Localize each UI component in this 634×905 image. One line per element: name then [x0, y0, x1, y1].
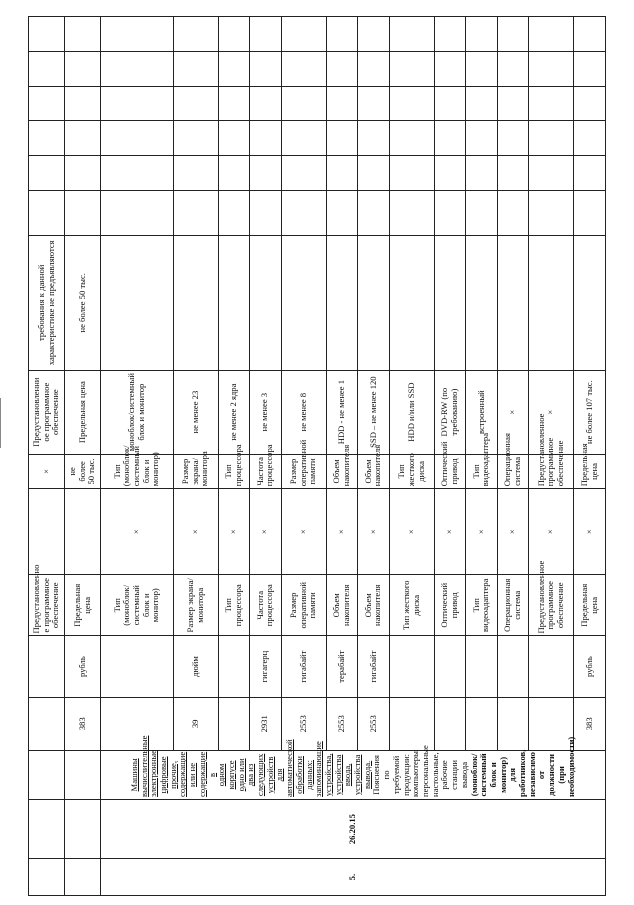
cell-empty [326, 86, 357, 121]
cell-x: × [497, 489, 528, 575]
cell-req: Тип видеоадаптера [466, 454, 497, 489]
cell-unit-code: 2553 [358, 697, 389, 750]
cell-empty [529, 190, 574, 235]
cell-empty [250, 156, 281, 191]
cell-req: Оптический привод [434, 454, 465, 489]
cell-empty [29, 51, 65, 86]
cell-empty [529, 86, 574, 121]
cell-empty [529, 17, 574, 52]
table-row [101, 17, 173, 896]
cell-char: Оптический привод [434, 575, 465, 636]
cell-empty [466, 156, 497, 191]
cell-empty [250, 51, 281, 86]
cell-empty [29, 489, 65, 575]
cell-empty [65, 190, 101, 235]
cell-empty [218, 17, 249, 52]
cell-req: Тип процессора [218, 454, 249, 489]
cell-empty [326, 51, 357, 86]
cell-empty [281, 17, 326, 52]
cell-empty [250, 190, 281, 235]
cell-empty [466, 121, 497, 156]
cell-empty [29, 86, 65, 121]
cell-req: Объем накопителя [326, 454, 357, 489]
cell-empty [250, 121, 281, 156]
cell-empty [358, 190, 389, 235]
table-row [29, 17, 65, 896]
desc-line: настольные, рабочие станции вывода [429, 752, 469, 797]
cell-empty [326, 235, 357, 370]
cell-empty [326, 156, 357, 191]
desc-line: Пояснения по требуемой продукции: [371, 753, 411, 796]
cell-empty [326, 190, 357, 235]
cell-empty [574, 156, 606, 191]
desc-line: для работников, независимо от [507, 749, 547, 797]
desc-line: (моноблок/системный блок и [468, 753, 498, 797]
cell-empty [250, 17, 281, 52]
cell-empty [101, 17, 173, 52]
cell-val: HDD - не менее 1 [326, 370, 357, 454]
cell-empty [326, 121, 357, 156]
cell-req: Предельная цена [65, 370, 101, 454]
cell-empty [29, 697, 65, 750]
cell-empty [101, 86, 173, 121]
cell-char: Тип видеоадаптера [466, 575, 497, 636]
cell-unit-code: 2553 [281, 697, 326, 750]
desc-line: автоматической обработки данных: [284, 739, 314, 797]
cell-unit-code: 383 [65, 697, 101, 750]
cell-x: × [29, 454, 65, 489]
cell-empty [65, 859, 101, 896]
cell-empty [281, 86, 326, 121]
cell-x: × [101, 489, 173, 575]
cell-unit-name [466, 636, 497, 697]
cell-empty [358, 235, 389, 370]
cell-unit-name [434, 636, 465, 697]
cell-empty [101, 51, 173, 86]
cell-empty [358, 121, 389, 156]
cell-char: Предельная цена [574, 575, 606, 636]
cell-req: Частота процессора [250, 454, 281, 489]
cell-unit-code: 39 [173, 697, 218, 750]
cell-empty [529, 156, 574, 191]
cell-description [101, 735, 606, 799]
cell-char: Частота процессора [250, 575, 281, 636]
cell-req: Предустановленное программное обеспечение [529, 454, 574, 489]
cell-empty [29, 156, 65, 191]
cell-empty [218, 156, 249, 191]
desc-line: Машины вычислительные [128, 735, 149, 797]
cell-req: Тип жесткого диска [389, 454, 434, 489]
cell-empty [466, 51, 497, 86]
cell-x: × [574, 489, 606, 575]
cell-val: не менее 3 [250, 370, 281, 454]
cell-val: не более 107 тыс. [574, 370, 606, 454]
cell-empty [65, 489, 101, 575]
cell-empty [101, 235, 173, 370]
cell-empty [434, 156, 465, 191]
cell-char: Объем накопителя [326, 575, 357, 636]
cell-x: × [326, 489, 357, 575]
cell-empty [101, 190, 173, 235]
cell-char: Тип жесткого диска [389, 575, 434, 636]
cell-req: Предельная цена [574, 454, 606, 489]
cell-empty [434, 86, 465, 121]
cell-req: Объем накопителя [358, 454, 389, 489]
cell-empty [497, 156, 528, 191]
cell-empty [173, 235, 218, 370]
cell-unit-code [497, 697, 528, 750]
cell-empty [326, 17, 357, 52]
cell-empty [173, 17, 218, 52]
cell-empty [281, 190, 326, 235]
cell-unit-name [497, 636, 528, 697]
cell-x: × [173, 489, 218, 575]
cell-empty [574, 17, 606, 52]
cell-row0-char: Предустановленно е программное обеспечение [29, 575, 65, 636]
cell-char: Операционная система [497, 575, 528, 636]
cell-x: × [358, 489, 389, 575]
cell-empty [358, 17, 389, 52]
cell-empty [434, 51, 465, 86]
cell-row0-req: Предустановленни ое программное обеспечение [29, 370, 65, 454]
cell-empty [574, 86, 606, 121]
cell-empty [466, 86, 497, 121]
cell-empty [574, 235, 606, 370]
cell-unit-name [101, 636, 173, 697]
cell-x: × [250, 489, 281, 575]
cell-unit-name: дюйм [173, 636, 218, 697]
cell-empty [389, 190, 434, 235]
binding-mark [0, 398, 1, 448]
cell-x: × [389, 489, 434, 575]
cell-empty [466, 17, 497, 52]
cell-empty [358, 86, 389, 121]
cell-empty [281, 156, 326, 191]
cell-unit-code: 2931 [250, 697, 281, 750]
cell-unit-code [101, 697, 173, 750]
cell-empty [497, 51, 528, 86]
cell-empty [101, 156, 173, 191]
cell-unit-name: рубль [65, 636, 101, 697]
cell-empty [65, 17, 101, 52]
desc-line: запоминающие устройства, [313, 741, 333, 797]
cell-empty [65, 750, 101, 799]
table-row [65, 17, 101, 896]
cell-empty [218, 51, 249, 86]
cell-empty [434, 190, 465, 235]
cell-unit-name [218, 636, 249, 697]
cell-empty [389, 17, 434, 52]
cell-empty [358, 156, 389, 191]
cell-req: Тип (моноблок/системный блок и монитор) [101, 454, 173, 489]
cell-empty [529, 51, 574, 86]
cell-empty [574, 121, 606, 156]
cell-empty [173, 86, 218, 121]
cell-empty [497, 121, 528, 156]
desc-line: компьютеры персональные [410, 745, 430, 797]
cell-req: Размер экрана/монитора [173, 454, 218, 489]
cell-empty [389, 156, 434, 191]
cell-empty [466, 190, 497, 235]
cell-x: × [529, 489, 574, 575]
cell-req: Операционная система [497, 454, 528, 489]
cell-empty [434, 121, 465, 156]
cell-empty [466, 235, 497, 370]
cell-unit-code [218, 697, 249, 750]
cell-empty [358, 51, 389, 86]
cell-empty [65, 156, 101, 191]
cell-char: Предустановленное программное обеспечение [529, 575, 574, 636]
cell-empty [250, 86, 281, 121]
cell-unit-name [529, 636, 574, 697]
cell-empty [218, 235, 249, 370]
desc-line: должности (при необходимости) [546, 736, 576, 797]
cell-empty [497, 235, 528, 370]
cell-val: не менее 8 [281, 370, 326, 454]
desc-line: устройства ввода, устройства вывода. [332, 754, 372, 796]
cell-empty [281, 121, 326, 156]
cell-val: × [529, 370, 574, 454]
cell-empty [65, 51, 101, 86]
cell-empty [29, 799, 65, 858]
cell-empty [389, 86, 434, 121]
cell-unit-code [466, 697, 497, 750]
cell-x: × [466, 489, 497, 575]
cell-unit-name: терабайт [326, 636, 357, 697]
cell-empty [497, 86, 528, 121]
cell-val: моноблок/системный блок и монитор [101, 370, 173, 454]
desc-line: следующих устройств для [255, 753, 285, 797]
cell-empty [389, 51, 434, 86]
cell-empty [65, 121, 101, 156]
cell-empty [65, 86, 101, 121]
cell-empty [29, 859, 65, 896]
cell-empty [29, 190, 65, 235]
desc-line: монитор) [497, 756, 508, 793]
cell-x: × [281, 489, 326, 575]
cell-empty [173, 156, 218, 191]
cell-val: × [497, 370, 528, 454]
cell-empty [434, 235, 465, 370]
cell-req: Размер оперативной памяти [281, 454, 326, 489]
desc-line: содержащие или не содержащие в [177, 751, 217, 797]
cell-char: Тип процессора [218, 575, 249, 636]
cell-empty [574, 51, 606, 86]
cell-val: не более 50 тыс. [65, 235, 101, 370]
cell-okpd: 26.20.15 [101, 799, 606, 858]
cell-empty [29, 121, 65, 156]
cell-item-no: 5. [101, 859, 606, 896]
cell-unit-name: гигагерц [250, 636, 281, 697]
desc-line: одном корпусе одно или два из [216, 758, 256, 792]
cell-char: Тип (моноблок/системный блок и монитор) [101, 575, 173, 636]
cell-empty [101, 121, 173, 156]
cell-empty [389, 235, 434, 370]
cell-empty [218, 86, 249, 121]
cell-empty [173, 121, 218, 156]
cell-empty [250, 235, 281, 370]
cell-empty [173, 51, 218, 86]
cell-empty [281, 51, 326, 86]
cell-unit-name: рубль [574, 636, 606, 697]
cell-empty [529, 235, 574, 370]
cell-x: × [218, 489, 249, 575]
cell-val: HDD и/или SSD [389, 370, 434, 454]
cell-x: × [434, 489, 465, 575]
cell-empty [497, 190, 528, 235]
cell-empty [434, 17, 465, 52]
cell-empty [574, 190, 606, 235]
rotated-spec-table [28, 16, 606, 896]
cell-x: не более 50 тыс. [65, 454, 101, 489]
cell-unit-code: 383 [574, 697, 606, 750]
cell-val: SSD – не менее 120 [358, 370, 389, 454]
cell-val: встроенный [466, 370, 497, 454]
cell-char: Размер оперативной памяти [281, 575, 326, 636]
cell-empty [281, 235, 326, 370]
cell-empty [173, 190, 218, 235]
cell-row0-val: требования к данной характеристике не предъявляются [29, 235, 65, 370]
cell-char: Размер экрана/монитора [173, 575, 218, 636]
cell-unit-code [389, 697, 434, 750]
cell-unit-name: гигабайт [281, 636, 326, 697]
cell-empty [29, 750, 65, 799]
cell-val: не менее 23 [173, 370, 218, 454]
cell-empty [218, 190, 249, 235]
cell-unit-name [389, 636, 434, 697]
cell-val: не менее 2 ядра [218, 370, 249, 454]
cell-unit-code [434, 697, 465, 750]
cell-unit-name: гигабайт [358, 636, 389, 697]
cell-empty [497, 17, 528, 52]
cell-unit-code: 2553 [326, 697, 357, 750]
cell-char: Предельная цена [65, 575, 101, 636]
cell-empty [218, 121, 249, 156]
cell-char: Объем накопителя [358, 575, 389, 636]
desc-line: электронные цифровые прочие, [148, 749, 178, 797]
cell-empty [29, 17, 65, 52]
spec-table [28, 16, 606, 896]
cell-val: DVD-RW (по требованию) [434, 370, 465, 454]
cell-empty [389, 121, 434, 156]
cell-empty [529, 121, 574, 156]
cell-empty [65, 799, 101, 858]
cell-empty [29, 636, 65, 697]
